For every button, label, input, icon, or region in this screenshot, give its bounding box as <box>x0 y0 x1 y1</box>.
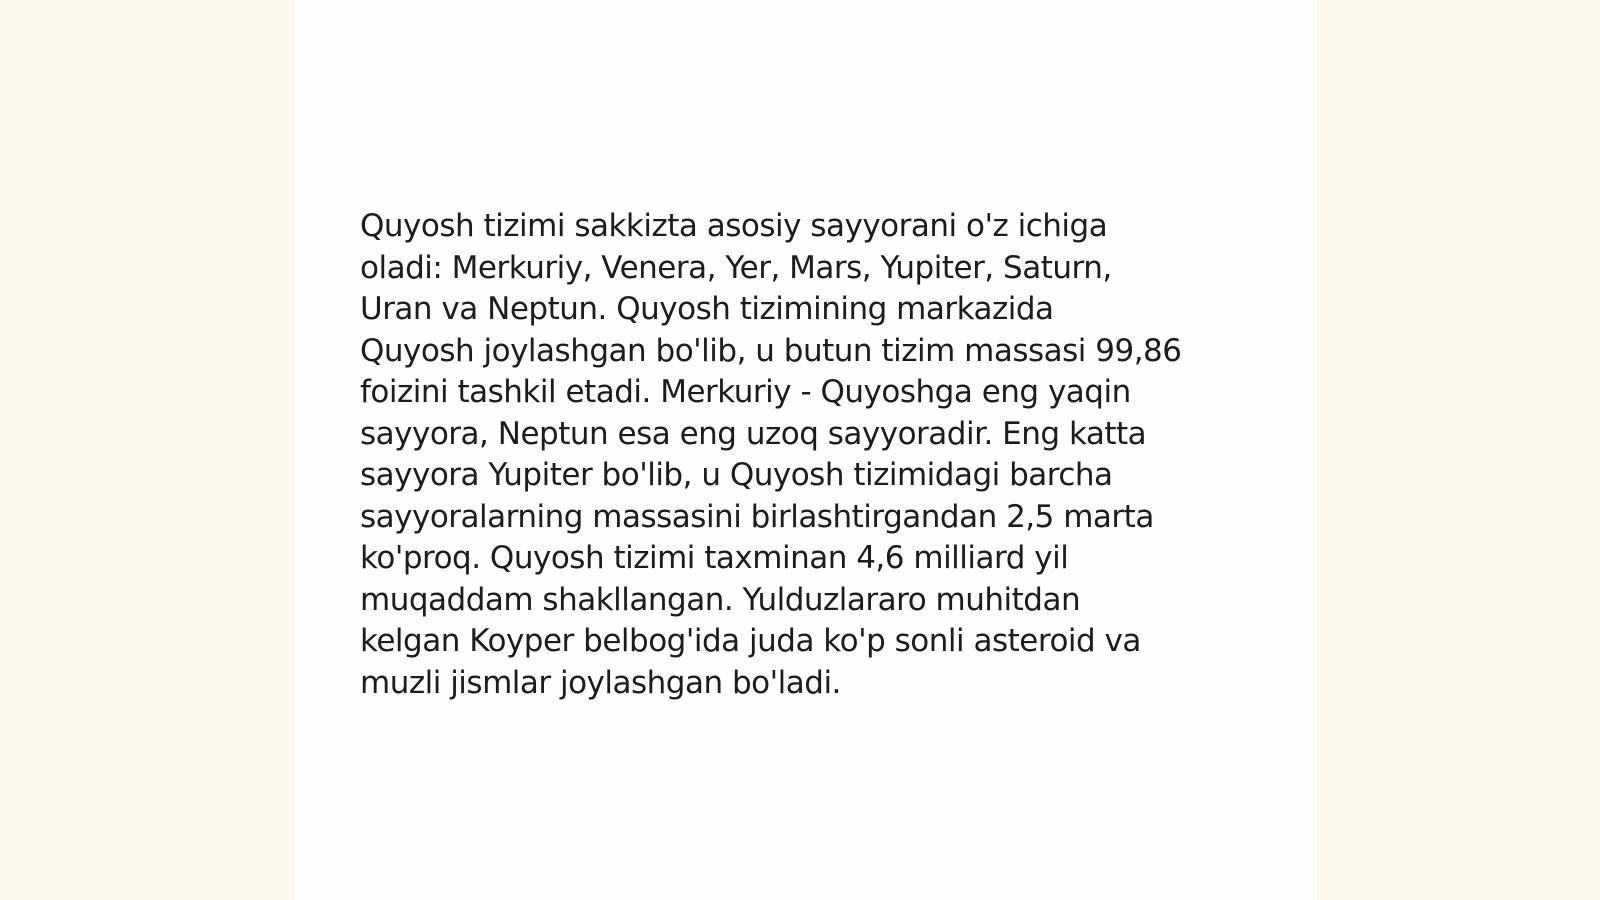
paragraph-line: oladi: Merkuriy, Venera, Yer, Mars, Yupiter, Saturn, <box>360 249 1112 286</box>
paragraph-line: kelgan Koyper belbog'ida juda ko'p sonli asteroid va <box>360 623 1141 659</box>
paragraph-line: ko'proq. Quyosh tizimi taxminan 4,6 milliard yil <box>360 540 1069 576</box>
paragraph-line: Uran va Neptun. Quyosh tizimining markazida <box>360 291 1054 327</box>
paragraph-line: sayyora, Neptun esa eng uzoq sayyoradir. Eng katta <box>360 415 1147 452</box>
paragraph-line: sayyora Yupiter bo'lib, u Quyosh tizimidagi barcha <box>360 457 1113 493</box>
paragraph-line: Quyosh tizimi sakkizta asosiy sayyorani o'z ichiga <box>360 208 1108 244</box>
paragraph-line: muzli jismlar joylashgan bo'ladi. <box>360 664 841 701</box>
body-paragraph <box>360 206 1260 704</box>
document-page <box>295 0 1317 900</box>
paragraph-line: Quyosh joylashgan bo'lib, u butun tizim massasi 99,86 <box>360 332 1182 369</box>
paragraph-line: muqaddam shakllangan. Yulduzlararo muhitdan <box>360 581 1081 618</box>
paragraph-line: sayyoralarning massasini birlashtirgandan 2,5 marta <box>360 498 1154 535</box>
paragraph-line: foizini tashkil etadi. Merkuriy - Quyoshga eng yaqin <box>360 374 1131 410</box>
